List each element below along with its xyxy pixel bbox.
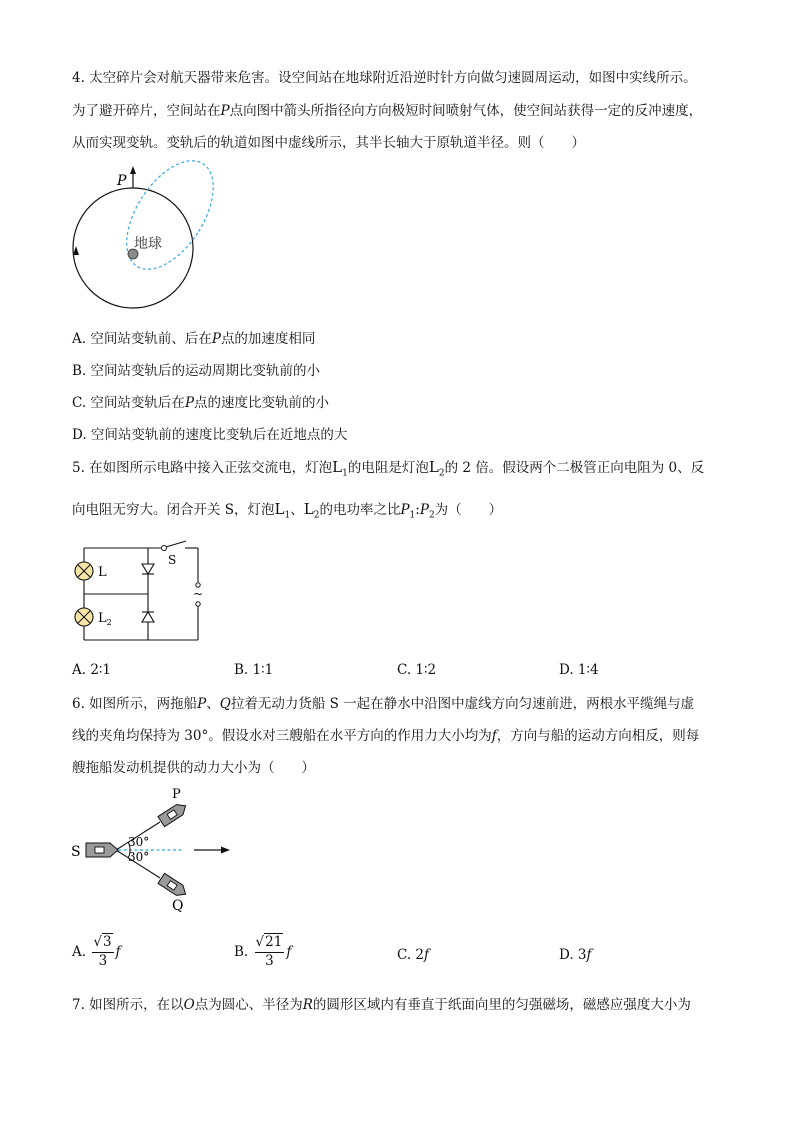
- p-label: P: [117, 173, 127, 189]
- p-arrow-head: [130, 166, 136, 174]
- q6-line-1: 6. 如图所示，两拖船P、Q拉着无动力货船 S 一起在静水中沿图中虚线方向匀速前进，两根水平缆绳与虚: [72, 696, 695, 712]
- direction-arrow: [73, 246, 79, 255]
- q4-line-2: 为了避开碎片，空间站在P点向图中箭头所指径向方向极短时间喷射气体，使空间站获得一定的反冲速度，: [72, 103, 703, 119]
- q5-option-d: D. 1∶4: [559, 662, 599, 678]
- q4-option-b: B. 空间站变轨后的运动周期比变轨前的小: [72, 363, 321, 379]
- boat-s-label: S: [71, 844, 81, 860]
- q4-line-1: 4. 太空碎片会对航天器带来危害。设空间站在地球附近沿逆时针方向做匀速圆周运动，如图中实线所示。: [72, 70, 697, 86]
- motion-arrow-head: [221, 847, 230, 854]
- earth-label: 地球: [134, 236, 162, 252]
- q5-option-a: A. 2∶1: [72, 662, 112, 678]
- q5-line-2: 向电阻无穷大。闭合开关 S，灯泡$L_1$、$L_2$的电功率之比$P_1:P_2$为（ ）: [72, 500, 503, 521]
- q5-option-b: B. 1∶1: [234, 662, 274, 678]
- circuit-figure: [68, 540, 208, 646]
- switch-contact: [162, 546, 167, 551]
- lamp-l1-label: L: [98, 565, 107, 580]
- q5-option-c: C. 1∶2: [397, 662, 437, 678]
- ac-symbol: ~: [193, 587, 204, 601]
- boat-p: [158, 801, 189, 827]
- q4-option-c: C. 空间站变轨后在P点的速度比变轨前的小: [72, 395, 330, 411]
- lamp-l1: [75, 562, 93, 580]
- q4-option-d: D. 空间站变轨前的速度比变轨后在近地点的大: [72, 427, 348, 443]
- q6-option-b: B. $\frac{√21}{3}$ f: [234, 934, 292, 969]
- switch-blade: [166, 541, 186, 547]
- q6-option-d: D. 3f: [559, 947, 592, 963]
- boat-q: [158, 873, 189, 899]
- angle-label-upper: 30°: [128, 835, 150, 849]
- boat-q-label: Q: [172, 898, 184, 914]
- q4-line-3: 从而实现变轨。变轨后的轨道如图中虚线所示，其半长轴大于原轨道半径。则（ ）: [72, 135, 585, 151]
- diode-bottom: [142, 612, 154, 622]
- q6-line-3: 艘拖船发动机提供的动力大小为（ ）: [72, 760, 315, 776]
- angle-label-lower: 30°: [128, 850, 150, 864]
- q5-line-1: 5. 在如图所示电路中接入正弦交流电，灯泡$L_1$的电阻是灯泡$L_2$的 2 倍。假设两个二极管正向电阻为 0、反: [72, 458, 705, 479]
- boat-s: [86, 843, 118, 857]
- lamp-l2-label: $L_2$: [98, 611, 112, 627]
- boat-p-label: P: [172, 787, 181, 802]
- orbit-figure: [60, 158, 220, 316]
- q6-option-c: C. 2f: [397, 947, 430, 963]
- q7-line-1: 7. 如图所示，在以O点为圆心、半径为R的圆形区域内有垂直于纸面向里的匀强磁场，磁感应强度大小为: [72, 997, 691, 1013]
- q6-option-a: A. $\frac{√3}{3}$ f: [72, 934, 121, 969]
- ac-terminal-bottom: [196, 602, 200, 606]
- original-orbit: [73, 188, 193, 308]
- diode-top: [142, 564, 154, 574]
- switch-label: S: [168, 553, 177, 567]
- tugboat-figure: [66, 784, 236, 914]
- lamp-l2: [75, 608, 93, 626]
- q4-option-a: A. 空间站变轨前、后在P点的加速度相同: [72, 331, 316, 347]
- q6-line-2: 线的夹角均保持为 30°。假设水对三艘船在水平方向的作用力大小均为f，方向与船的运动方向相反，则每: [72, 728, 700, 744]
